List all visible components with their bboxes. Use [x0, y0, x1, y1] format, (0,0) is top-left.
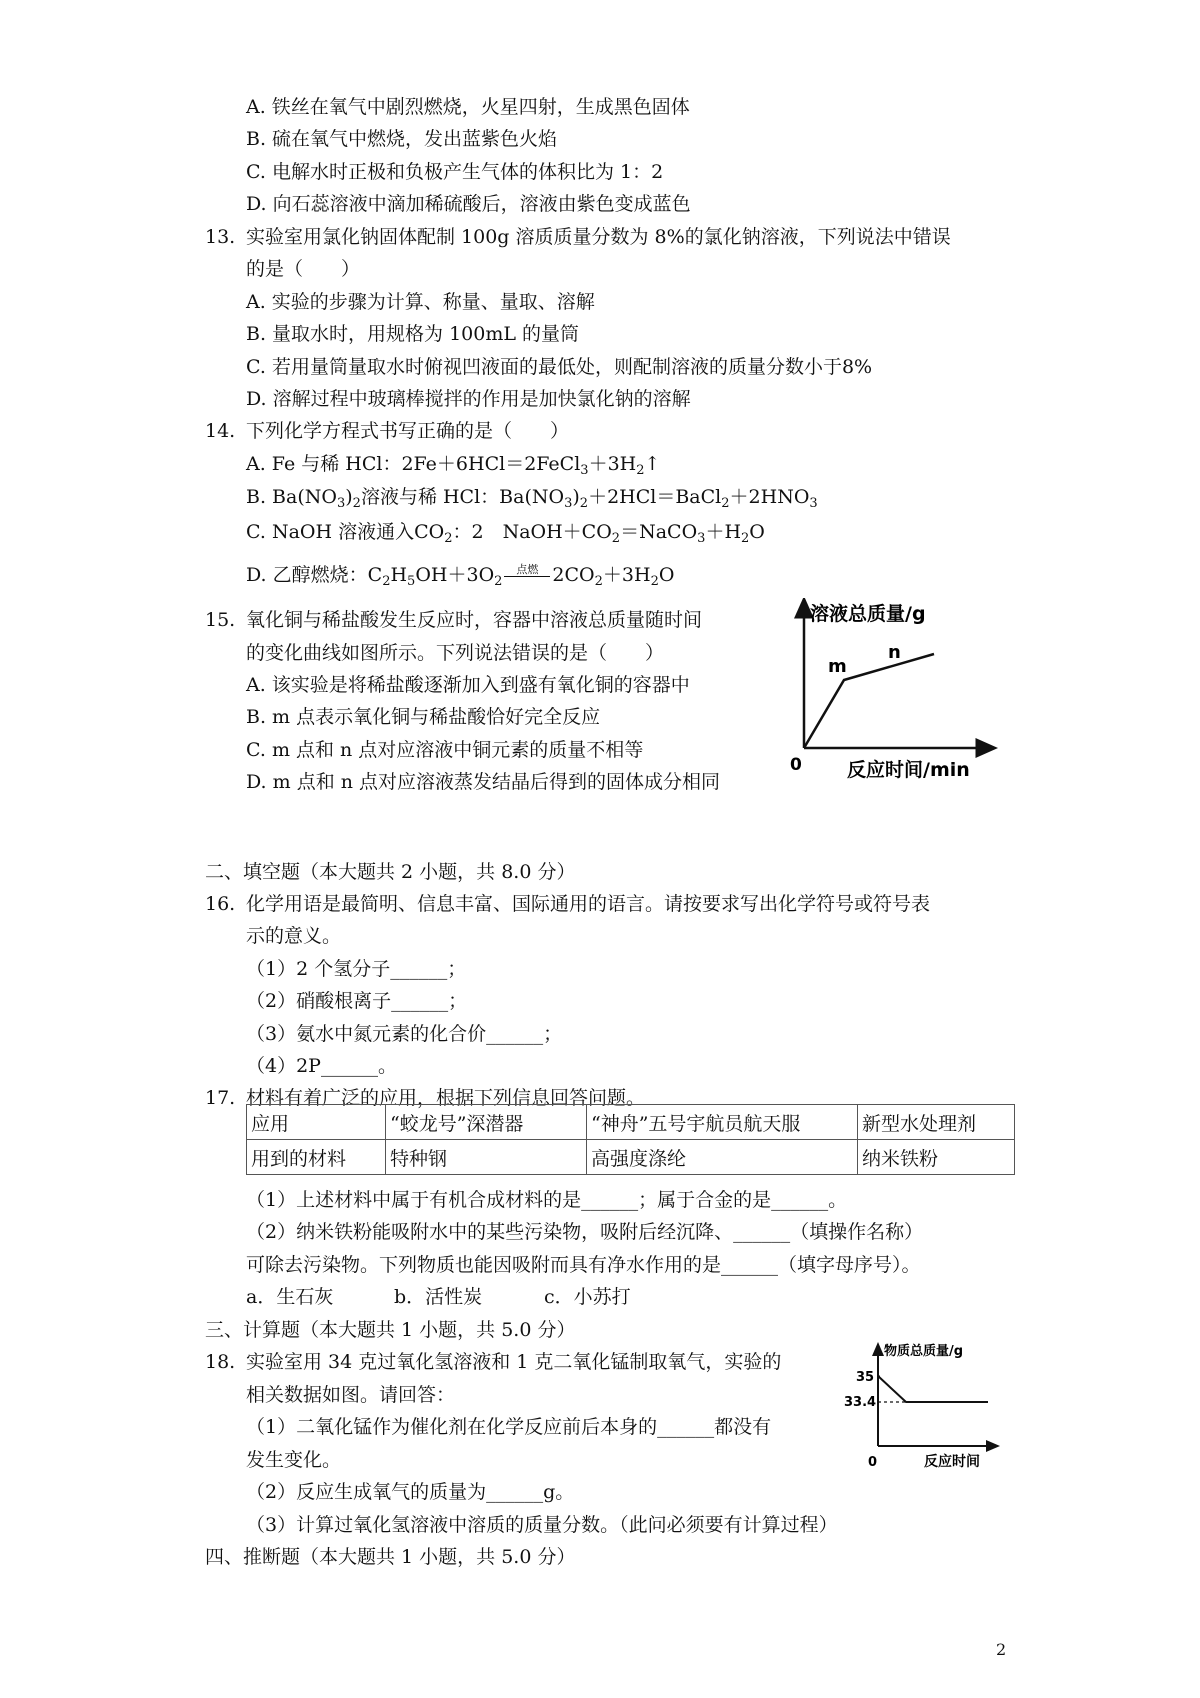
- q13-number: 13.: [205, 226, 236, 248]
- q17-line3: 可除去污染物。下列物质也能因吸附而具有净水作用的是______（填字母序号）。: [246, 1254, 921, 1276]
- q14-option-d: D. 乙醇燃烧：$C_2H_5OH+3O_2$ 点燃 $2CO_2+3H_2O$: [246, 563, 675, 589]
- table-cell: 高强度涤纶: [587, 1140, 858, 1175]
- q18-line6: （3）计算过氧化氢溶液中溶质的质量分数。（此问必须要有计算过程）: [246, 1514, 838, 1536]
- q12-option-a: A. 铁丝在氧气中剧烈燃烧，火星四射，生成黑色固体: [246, 96, 690, 118]
- q18-curve: [878, 1376, 988, 1402]
- table-cell: “蛟龙号”深潜器: [386, 1105, 587, 1140]
- q15-x-label: 反应时间/min: [847, 759, 970, 781]
- q13-stem-line2: 的是（ ）: [246, 258, 361, 280]
- q15-number: 15.: [205, 609, 236, 631]
- q18-y-35: 35: [856, 1370, 875, 1385]
- q16-item-3: （3）氨水中氮元素的化合价______；: [246, 1023, 563, 1045]
- q15-curve: [804, 654, 934, 748]
- q12-option-d: D. 向石蕊溶液中滴加稀硫酸后，溶液由紫色变成蓝色: [246, 193, 691, 215]
- section-2-heading: 二、填空题（本大题共 2 小题，共 8.0 分）: [205, 861, 576, 883]
- table-cell: “神舟”五号宇航员航天服: [587, 1105, 858, 1140]
- table-cell: 用到的材料: [247, 1140, 386, 1175]
- q16-item-2: （2）硝酸根离子______；: [246, 990, 468, 1012]
- q13-option-a: A. 实验的步骤为计算、称量、量取、溶解: [246, 291, 595, 313]
- q16-item-1: （1）2 个氢分子______；: [246, 958, 467, 980]
- table-row: [247, 1140, 1015, 1175]
- q17-choice-c: c．小苏打: [544, 1286, 631, 1308]
- table-row: [247, 1105, 1015, 1140]
- page-number: 2: [996, 1640, 1007, 1659]
- q15-stem-line2: 的变化曲线如图所示。下列说法错误的是（ ）: [246, 642, 665, 664]
- q18-line4: 发生变化。: [246, 1449, 342, 1471]
- q18-stem-line1: 实验室用 34 克过氧化氢溶液和 1 克二氧化锰制取氧气，实验的: [246, 1351, 782, 1373]
- q16-stem-line1: 化学用语是最简明、信息丰富、国际通用的语言。请按要求写出化学符号或符号表: [246, 893, 931, 915]
- q18-stem-line2: 相关数据如图。请回答：: [246, 1384, 456, 1406]
- q18-line3: （1）二氧化锰作为催化剂在化学反应前后本身的______都没有: [246, 1416, 772, 1438]
- q17-number: 17.: [205, 1087, 236, 1109]
- q17-choice-b: b．活性炭: [394, 1286, 483, 1308]
- q18-x-label: 反应时间: [924, 1454, 980, 1470]
- q13-stem-line1: 实验室用氯化钠固体配制 100g 溶质质量分数为 8%的氯化钠溶液，下列说法中错误: [246, 226, 951, 248]
- q16-item-4: （4）2P______。: [246, 1055, 397, 1077]
- section-3-heading: 三、计算题（本大题共 1 小题，共 5.0 分）: [205, 1319, 576, 1341]
- q12-option-c: C. 电解水时正极和负极产生气体的体积比为 1：2: [246, 161, 664, 183]
- q15-y-label: 溶液总质量/g: [810, 603, 926, 625]
- q16-number: 16.: [205, 893, 236, 915]
- q14-number: 14.: [205, 420, 236, 442]
- q18-origin: 0: [868, 1455, 878, 1470]
- q18-graph: [838, 1342, 1008, 1472]
- q13-option-d: D. 溶解过程中玻璃棒搅拌的作用是加快氯化钠的溶解: [246, 388, 691, 410]
- q18-line5: （2）反应生成氧气的质量为______g。: [246, 1481, 575, 1503]
- reaction-condition: 点燃: [502, 563, 552, 589]
- q15-point-m: m: [828, 656, 847, 677]
- q18-number: 18.: [205, 1351, 236, 1373]
- q14-option-b: B. $Ba(NO_3)_2$溶液与稀 HCl：$Ba(NO_3)_2+2HCl=BaCl_2+2HNO_3$: [246, 486, 818, 511]
- table-cell: 新型水处理剂: [858, 1105, 1015, 1140]
- q17-line1: （1）上述材料中属于有机合成材料的是______；属于合金的是______。: [246, 1189, 848, 1211]
- section-4-heading: 四、推断题（本大题共 1 小题，共 5.0 分）: [205, 1546, 576, 1568]
- q18-y-33-4: 33.4: [844, 1395, 877, 1410]
- q15-option-b: B. m 点表示氧化铜与稀盐酸恰好完全反应: [246, 706, 601, 728]
- q17-materials-table: [246, 1104, 1015, 1175]
- q17-line2: （2）纳米铁粉能吸附水中的某些污染物，吸附后经沉降、______（填操作名称）: [246, 1221, 924, 1243]
- q13-option-b: B. 量取水时，用规格为 100mL 的量筒: [246, 323, 580, 345]
- q15-option-c: C. m 点和 n 点对应溶液中铜元素的质量不相等: [246, 739, 644, 761]
- table-cell: 纳米铁粉: [858, 1140, 1015, 1175]
- q15-option-d: D. m 点和 n 点对应溶液蒸发结晶后得到的固体成分相同: [246, 771, 721, 793]
- table-cell: 特种钢: [386, 1140, 587, 1175]
- q17-stem: 材料有着广泛的应用，根据下列信息回答问题。: [246, 1087, 646, 1109]
- q17-choice-a: a．生石灰: [246, 1286, 334, 1308]
- q15-stem-line1: 氧化铜与稀盐酸发生反应时，容器中溶液总质量随时间: [246, 609, 703, 631]
- q15-point-n: n: [888, 642, 901, 663]
- q18-y-label: 物质总质量/g: [884, 1344, 964, 1359]
- q15-option-a: A. 该实验是将稀盐酸逐渐加入到盛有氧化铜的容器中: [246, 674, 690, 696]
- q15-origin: 0: [790, 755, 802, 775]
- table-cell: 应用: [247, 1105, 386, 1140]
- q16-stem-line2: 示的意义。: [246, 925, 342, 947]
- q15-graph: [782, 598, 1012, 798]
- q14-stem: 下列化学方程式书写正确的是（ ）: [246, 420, 570, 442]
- q14-option-a: A. Fe 与稀 HCl：$2Fe+6HCl=2FeCl_3+3H_2↑$: [246, 453, 661, 478]
- q13-option-c: C. 若用量筒量取水时俯视凹液面的最低处，则配制溶液的质量分数小于8%: [246, 356, 873, 378]
- q12-option-b: B. 硫在氧气中燃烧，发出蓝紫色火焰: [246, 128, 558, 150]
- q14-option-c: C. NaOH 溶液通入$CO_2$：2 $NaOH+CO_2=NaCO_3+H_2O$: [246, 521, 765, 546]
